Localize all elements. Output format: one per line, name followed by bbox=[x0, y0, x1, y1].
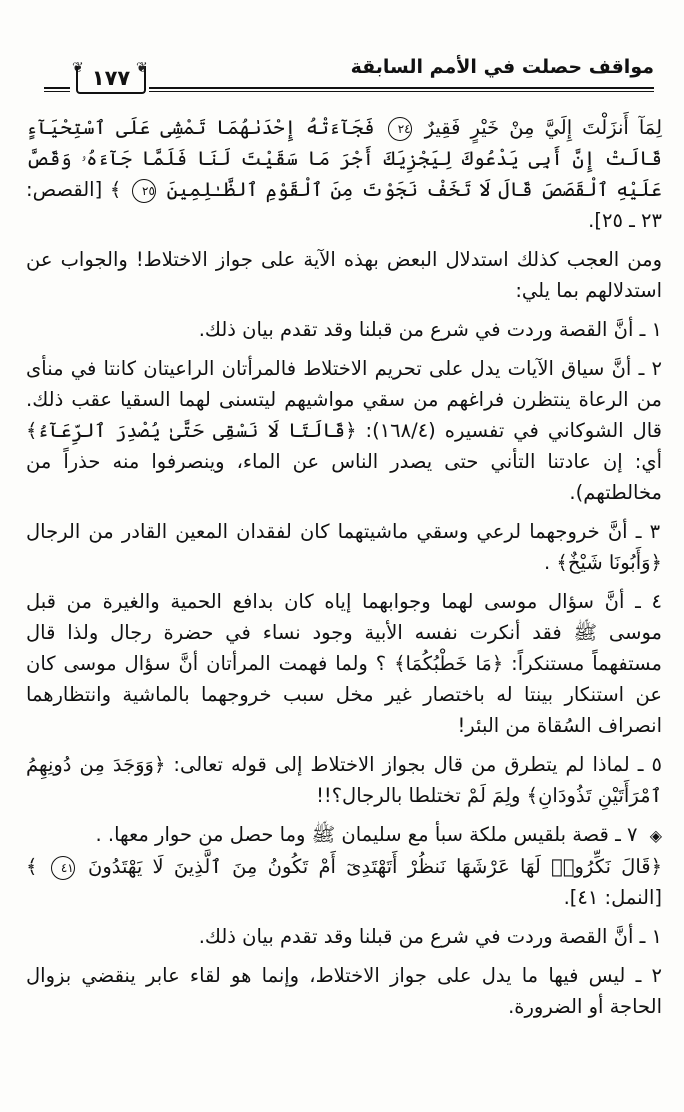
paragraph-text: ٣ ـ أنَّ خروجهما لرعي وسقي ماشيتهما كان لفقدان المعين القادر من الرجال bbox=[26, 520, 661, 543]
header-rule-left-thin bbox=[44, 91, 70, 92]
paragraph-text: ٤ ـ أنَّ سؤال موسى لهما وجوابهما إياه كان بدافع الحمية والغيرة من قبل موسى ﷺ فقد أنكرت نفسه الأبية وجود نساء في حضرة رجال ولذا قال مستفهماً مستنكراً: bbox=[26, 590, 663, 675]
bullet-icon: ◈ bbox=[649, 826, 662, 845]
running-title: مواقف حصلت في الأمم السابقة bbox=[350, 56, 654, 78]
paragraph bbox=[26, 749, 662, 811]
paragraph-text: ولِمَ لَمْ تختلطا بالرجال؟!! bbox=[316, 784, 521, 807]
header-rule bbox=[149, 87, 654, 89]
paragraph-text: . bbox=[544, 551, 551, 574]
quran-text: لِمَآ أَنزَلْتَ إِلَيَّ مِنْ خَيْرٍ فَقِيرٌ bbox=[424, 116, 663, 139]
section-heading bbox=[26, 819, 662, 913]
quran-passage bbox=[26, 112, 662, 236]
quran-quote: ﴿وَوَجَدَ مِن دُونِهِمُ ٱمْرَأَتَيْنِ تَذُودَانِ﴾ bbox=[26, 753, 662, 807]
ayah-number-marker: ٤١ bbox=[51, 856, 75, 880]
page-number: ١٧٧ bbox=[76, 66, 146, 94]
quran-quote: ﴿قَالَتَا لَا نَسْقِى حَتَّىٰ يُصْدِرَ ٱلرِّعَآءُ﴾ bbox=[26, 419, 357, 442]
paragraph: ومن العجب كذلك استدلال البعض بهذه الآية على جواز الاختلاط! والجواب عن استدلالهم بما يلي: bbox=[26, 248, 662, 302]
ornament-icon: ❦ bbox=[136, 60, 148, 76]
ayah-number-marker: ٢٥ bbox=[132, 179, 156, 203]
paragraph bbox=[26, 516, 662, 578]
paragraph-text: ٥ ـ لماذا لم يتطرق من قال بجواز الاختلاط إلى قوله تعالى: bbox=[165, 753, 662, 776]
header-rule-left bbox=[44, 87, 70, 89]
ornament-icon: ❦ bbox=[72, 60, 84, 76]
paragraph-text: ٢ ـ أنَّ سياق الآيات يدل على تحريم الاختلاط فالمرأتان الراعيتان كانتا في منأى من الرعاة ينتظرن فراغهم من سقي مواشيهم ليتسنى لهما السقيا عقب ذلك. قال الشوكاني في تفسيره (١٦٨/٤): bbox=[26, 357, 662, 442]
paragraph bbox=[26, 353, 662, 508]
paragraph-text: ٧ ـ قصة بلقيس ملكة سبأ مع سليمان ﷺ وما حصل من حوار معها. . bbox=[95, 823, 638, 846]
ayah-number-marker: ٢٤ bbox=[388, 117, 412, 141]
quran-quote: ﴿وَأَبُونَا شَيْخٌ﴾ bbox=[556, 551, 662, 574]
quran-quote: ﴿مَا خَطْبُكُمَا﴾ bbox=[394, 652, 504, 675]
quran-quote: ﴿قَالَ نَكِّرُوا۟ لَهَا عَرْشَهَا نَنظُرْ أَتَهْتَدِىٓ أَمْ تَكُونُ مِنَ ٱلَّذِينَ لَا يَهْتَدُونَ bbox=[88, 855, 663, 878]
quran-reference: ﴾ [النمل: ٤١]. bbox=[26, 855, 662, 909]
quran-reference: ﴾ [القصص: ٢٣ ـ ٢٥]. bbox=[26, 178, 662, 232]
paragraph: ١ ـ أنَّ القصة وردت في شرع من قبلنا وقد تقدم بيان ذلك. bbox=[198, 925, 662, 948]
paragraph-text: أي: إن عادتنا التأني حتى يصدر الناس عن الماء، وينصرفوا منه حذراً من مخالطتهم). bbox=[26, 450, 662, 504]
header-rule-thin bbox=[149, 91, 654, 92]
page-header bbox=[44, 50, 654, 104]
paragraph bbox=[26, 586, 662, 741]
page-body bbox=[26, 112, 662, 1030]
paragraph: ١ ـ أنَّ القصة وردت في شرع من قبلنا وقد تقدم بيان ذلك. bbox=[198, 318, 662, 341]
quran-text: فَجَآءَتْهُ إِحْدَىٰهُمَا تَمْشِى عَلَى ٱسْتِحْيَآءٍ قَالَتْ إِنَّ أَبِى يَدْعُوكَ لِيَجْزِيَكَ أَجْرَ مَا سَقَيْتَ لَنَا فَلَمَّا جَآءَهُۥ وَقَصَّ عَلَيْهِ ٱلْقَصَصَ قَالَ لَا تَخَفْ نَجَوْتَ مِنَ ٱلْقَوْمِ ٱلظَّـٰلِمِينَ bbox=[26, 116, 662, 201]
paragraph: ٢ ـ ليس فيها ما يدل على جواز الاختلاط، وإنما هو لقاء عابر ينقضي بزوال الحاجة أو الضرورة. bbox=[26, 964, 662, 1018]
paragraph-text: ؟ ولما فهمت المرأتان أنَّ سؤال موسى كان عن استنكار بينتا له باختصار غير مخل سبب خروجهما بالماشية وانتظارهما انصراف السُقاة من البئر! bbox=[26, 652, 662, 737]
